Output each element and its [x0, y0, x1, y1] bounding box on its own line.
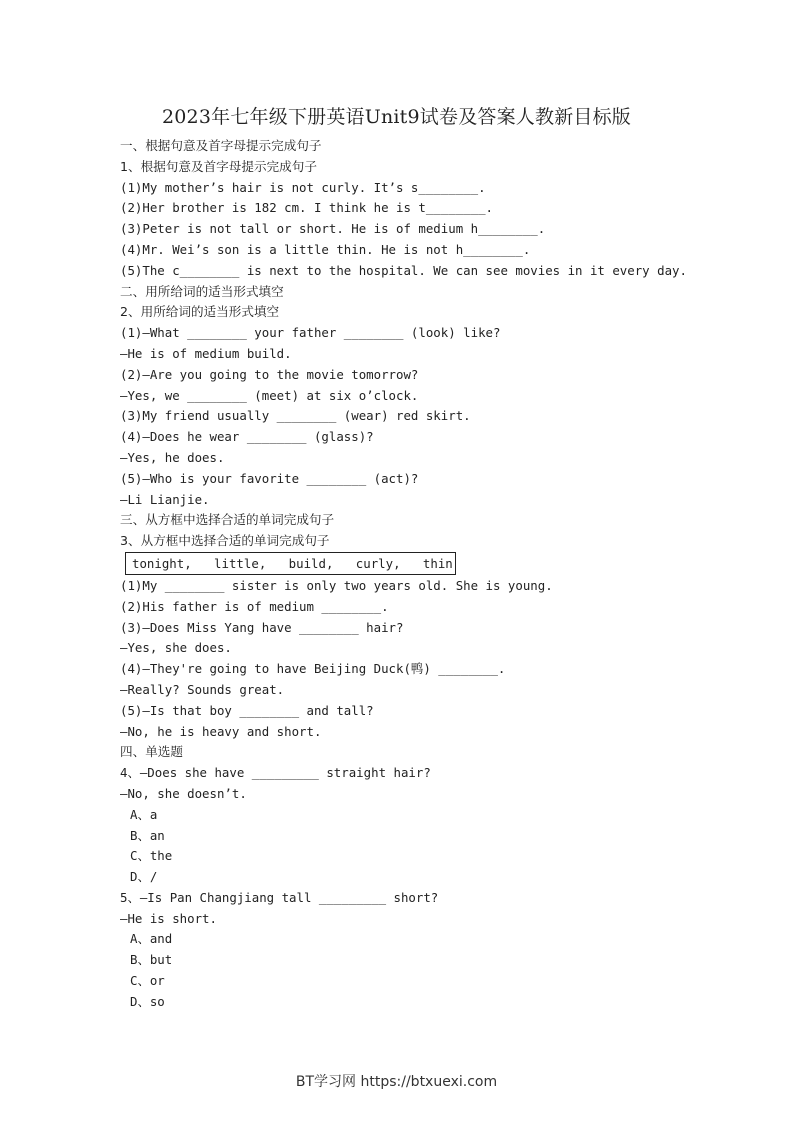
option-d: D、so — [130, 993, 165, 1009]
footer-watermark: BT学习网 https://btxuexi.com — [295, 1074, 498, 1090]
question-line: (3)My friend usually ________ (wear) red skirt. — [120, 408, 471, 424]
question-line: (4)—They're going to have Beijing Duck(鸭) ________. — [120, 661, 506, 677]
answer-line: —He is of medium build. — [120, 345, 292, 361]
option-a: A、and — [130, 931, 173, 947]
question-4: 4、—Does she have _________ straight hair? — [120, 765, 431, 781]
question-line: (1)My mother’s hair is not curly. It’s s________. — [120, 179, 486, 195]
section-3-subheading: 3、从方框中选择合适的单词完成句子 — [120, 533, 330, 549]
option-b: B、an — [130, 827, 165, 843]
word-box-text: tonight, little, build, curly, thin — [132, 556, 453, 572]
question-line: (5)—Who is your favorite ________ (act)? — [120, 470, 419, 486]
section-3-heading: 三、从方框中选择合适的单词完成句子 — [120, 512, 335, 528]
answer-line: —Yes, he does. — [120, 449, 225, 465]
question-line: (3)Peter is not tall or short. He is of medium h________. — [120, 221, 546, 237]
word-box-row — [120, 552, 680, 576]
section-4-heading: 四、单选题 — [120, 744, 183, 760]
question-line: (1)My ________ sister is only two years old. She is young. — [120, 577, 553, 593]
option-c: C、or — [130, 973, 165, 989]
question-5-reply: —He is short. — [120, 910, 217, 926]
question-line: (1)—What ________ your father ________ (look) like? — [120, 325, 501, 341]
document-title: 2023年七年级下册英语Unit9试卷及答案人教新目标版 — [161, 106, 631, 128]
question-line: (4)—Does he wear ________ (glass)? — [120, 429, 374, 445]
answer-line: —Really? Sounds great. — [120, 681, 285, 697]
option-d: D、/ — [130, 869, 158, 885]
document-body — [120, 136, 687, 1013]
section-1-subheading: 1、根据句意及首字母提示完成句子 — [120, 158, 317, 174]
answer-line: —No, he is heavy and short. — [120, 723, 322, 739]
answer-line: —Yes, she does. — [120, 640, 232, 656]
question-line: (5)The c________ is next to the hospital. We can see movies in it every day. — [120, 262, 687, 278]
answer-line: —Yes, we ________ (meet) at six o’clock. — [120, 387, 419, 403]
question-line: (3)—Does Miss Yang have ________ hair? — [120, 619, 404, 635]
question-4-reply: —No, she doesn’t. — [120, 785, 247, 801]
question-line: (2)—Are you going to the movie tomorrow? — [120, 366, 419, 382]
question-line: (5)—Is that boy ________ and tall? — [120, 702, 374, 718]
question-5: 5、—Is Pan Changjiang tall _________ short? — [120, 889, 439, 905]
section-2-subheading: 2、用所给词的适当形式填空 — [120, 304, 280, 320]
answer-line: —Li Lianjie. — [120, 491, 210, 507]
question-line: (2)Her brother is 182 cm. I think he is t________. — [120, 200, 493, 216]
option-c: C、the — [130, 848, 173, 864]
word-box — [125, 552, 456, 575]
question-line: (4)Mr. Wei’s son is a little thin. He is not h________. — [120, 241, 531, 257]
section-1-heading: 一、根据句意及首字母提示完成句子 — [120, 138, 322, 153]
option-a: A、a — [130, 806, 158, 822]
option-b: B、but — [130, 952, 173, 968]
question-line: (2)His father is of medium ________. — [120, 598, 389, 614]
section-2-heading: 二、用所给词的适当形式填空 — [120, 283, 284, 299]
